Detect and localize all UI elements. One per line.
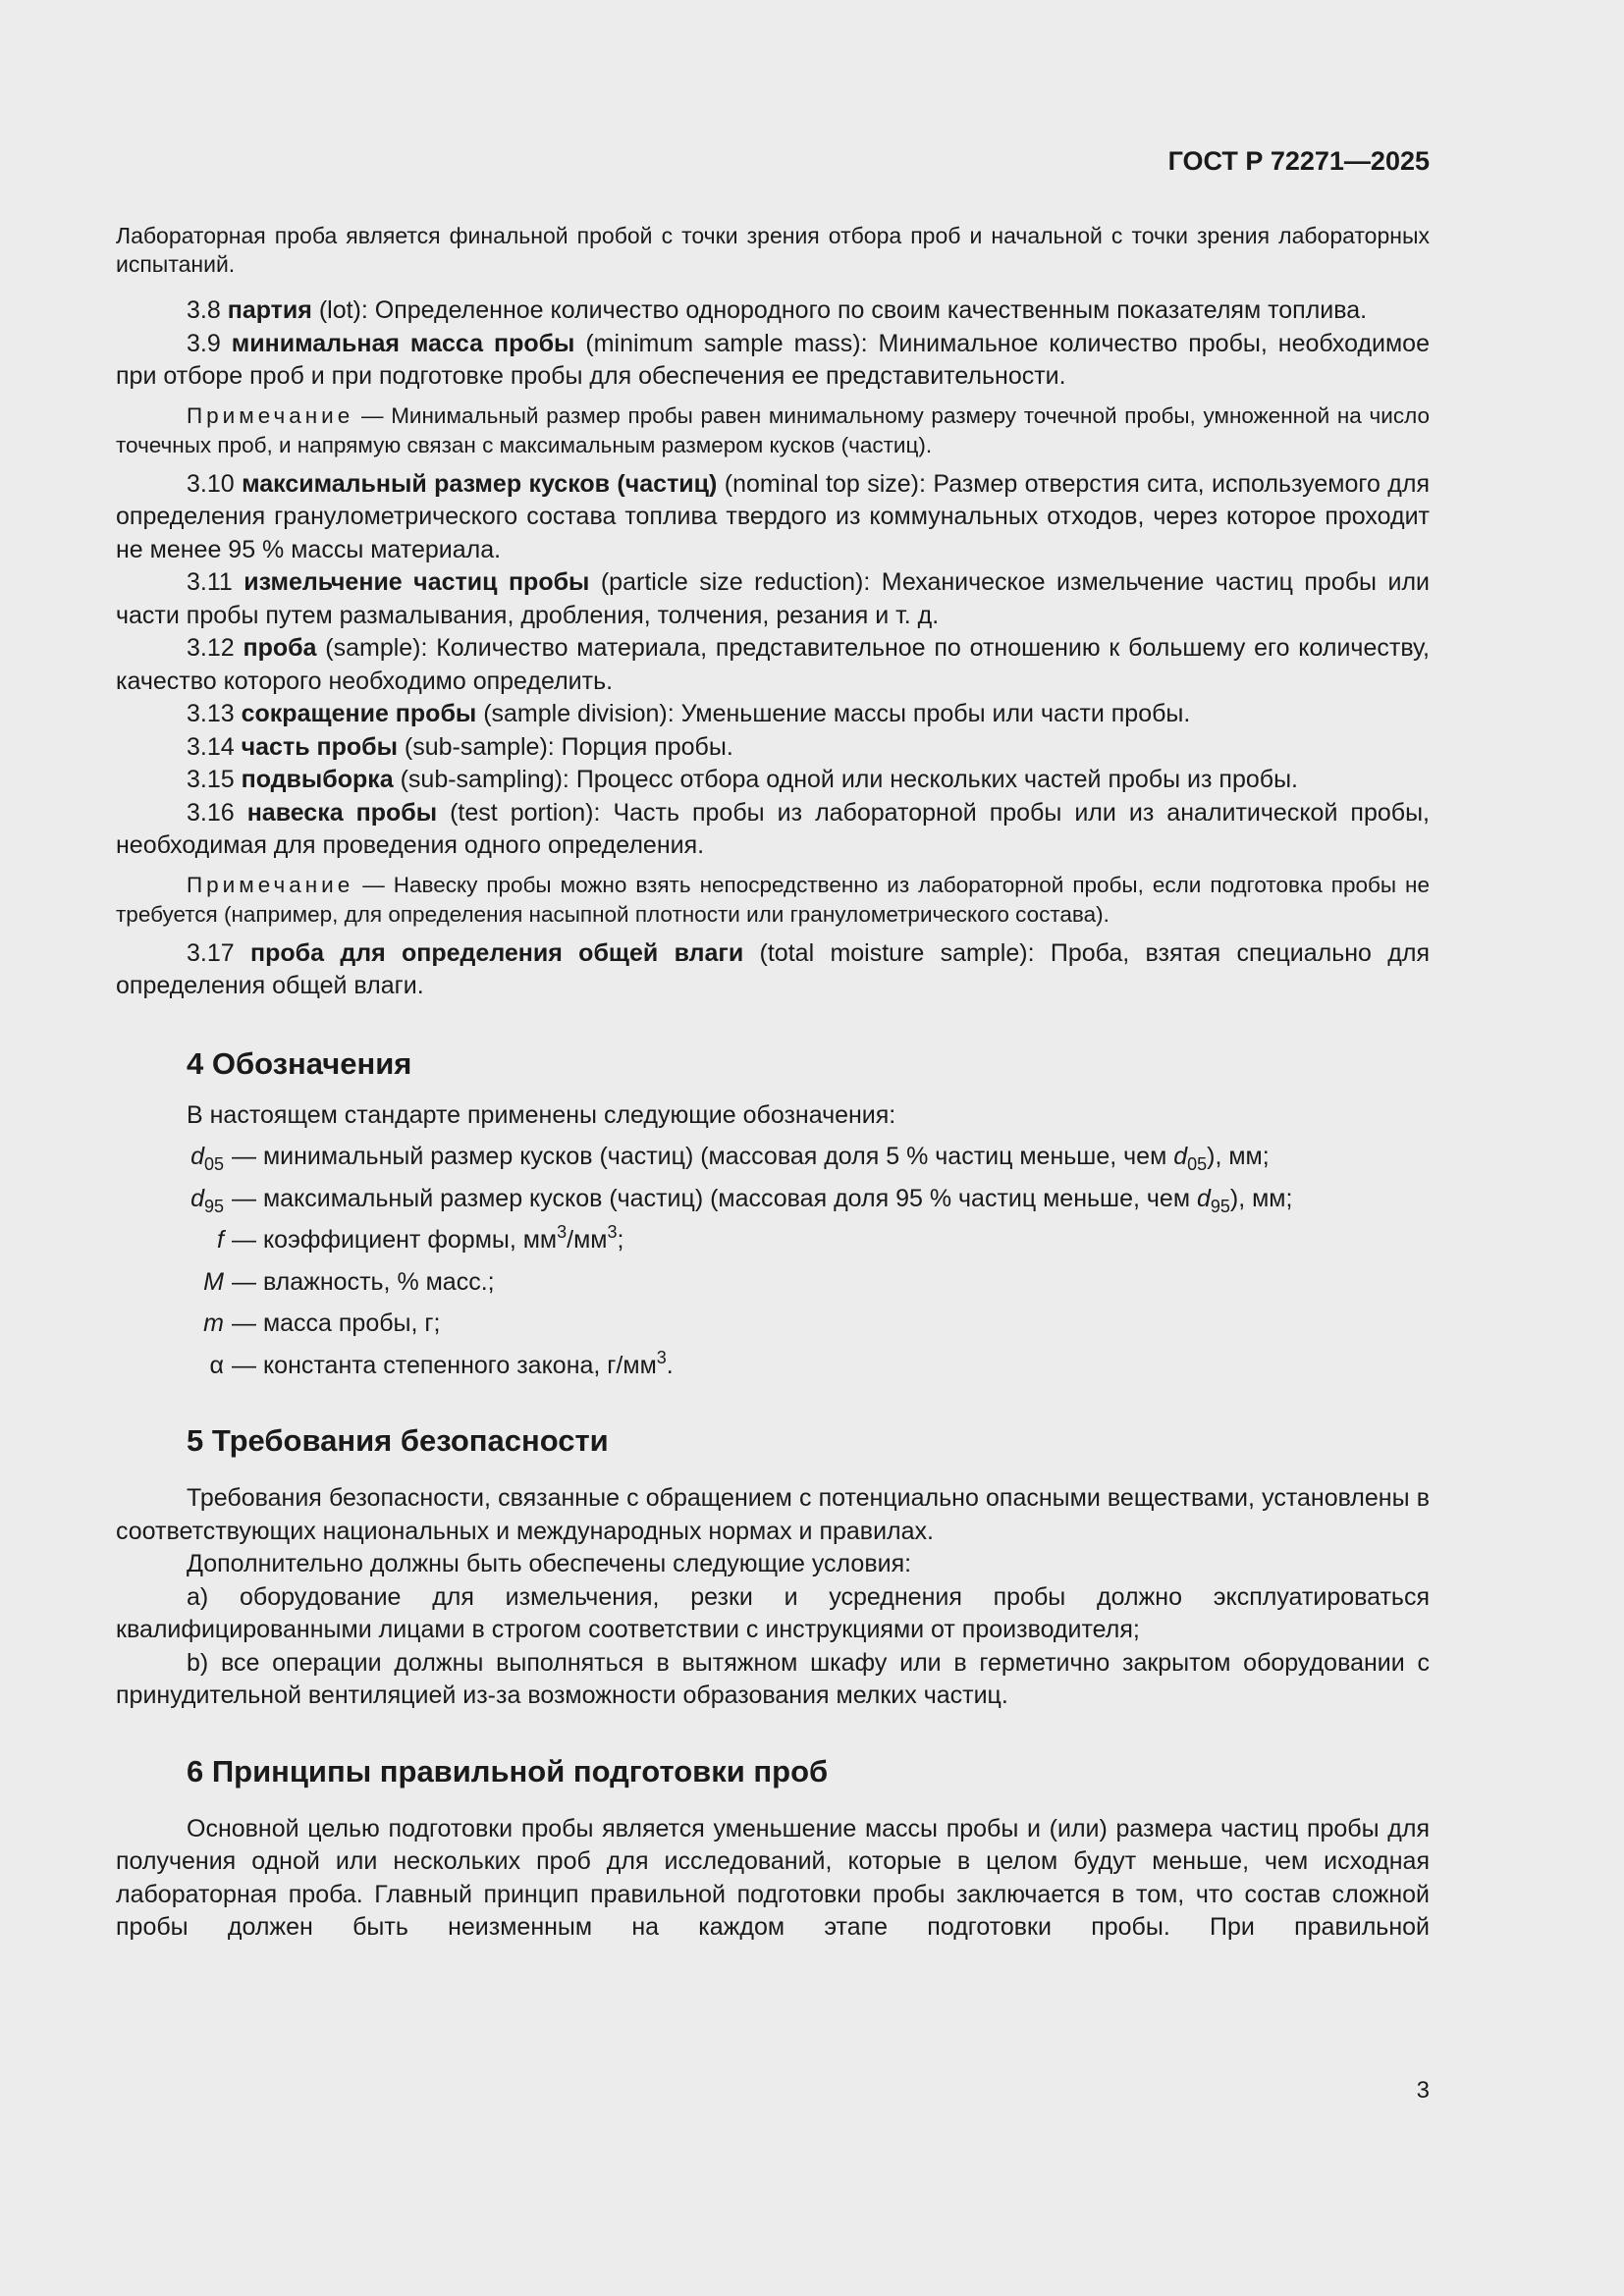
section-4-intro: В настоящем стандарте применены следующие обозначения: <box>187 1100 896 1129</box>
term-3-11: 3.11 измельчение частиц пробы (particle size reduction): Механическое измельчение частиц пробы или части пробы путем размалывания, дробления, толчения, резания и т. д. <box>116 568 1430 629</box>
section-5-title: 5 Требования безопасности <box>187 1423 609 1458</box>
symbol-d05: $d_{05}$ — минимальный размер кусков (частиц) (массовая доля 5 % частиц меньше, чем $d_{05}$), мм; <box>190 1143 1270 1174</box>
term-3-14: 3.14 часть пробы (sub-sample): Порция пробы. <box>187 732 733 761</box>
intro-paragraph: Лабораторная проба является финальной пробой с точки зрения отбора проб и начальной с точки зрения лабораторных испытаний. <box>116 223 1430 277</box>
term-3-9: 3.9 минимальная масса пробы (minimum sample mass): Минимальное количество пробы, необходимое при отборе проб и при подготовке пробы для обеспечения ее представительности. <box>116 329 1430 390</box>
symbol-f: f — коэффициент формы, $мм^3/мм^3$; <box>217 1222 624 1254</box>
note-1: Примечание — Минимальный размер пробы равен минимальному размеру точечной пробы, умноженной на число точечных проб, и напрямую связан с максимальным размером кусков (частиц). <box>116 402 1430 457</box>
term-3-10: 3.10 максимальный размер кусков (частиц) (nominal top size): Размер отверстия сита, используемого для определения гранулометрического состава топлива твердого из коммунальных отходов, через которое проходит не менее 95 % массы материала. <box>116 469 1430 563</box>
section-5-item-a: a) оборудование для измельчения, резки и усреднения пробы должно эксплуатироваться квалифицированными лицами в строгом соответствии с инструкциями от производителя; <box>116 1582 1430 1643</box>
term-3-15: 3.15 подвыборка (sub-sampling): Процесс отбора одной или нескольких частей пробы из пробы. <box>187 766 1298 793</box>
term-3-12: 3.12 проба (sample): Количество материала, представительное по отношению к большему его количеству, качество которого необходимо определить. <box>116 634 1430 695</box>
section-5-item-b: b) все операции должны выполняться в вытяжном шкафу или в герметично закрытом оборудовании с принудительной вентиляцией из-за возможности образования мелких частиц. <box>116 1648 1430 1709</box>
section-4-title: 4 Обозначения <box>187 1045 412 1081</box>
note-2: Примечание — Навеску пробы можно взять непосредственно из лабораторной пробы, если подготовка пробы не требуется (например, для определения насыпной плотности или гранулометрического состава). <box>116 872 1430 927</box>
term-3-16: 3.16 навеска пробы (test portion): Часть пробы из лабораторной пробы или из аналитической пробы, необходимая для проведения одного определения. <box>116 798 1430 859</box>
symbol-m: m — масса пробы, г; <box>203 1309 441 1337</box>
symbol-M: M — влажность, % масс.; <box>203 1267 495 1296</box>
section-6-title: 6 Принципы правильной подготовки проб <box>187 1753 829 1789</box>
symbol-d95: $d_{95}$ — максимальный размер кусков (частиц) (массовая доля 95 % частиц меньше, чем $d_{95}$), мм; <box>190 1184 1293 1216</box>
section-5-para-2: Дополнительно должны быть обеспечены следующие условия: <box>187 1550 912 1577</box>
page-number: 3 <box>1416 2077 1430 2104</box>
term-3-17: 3.17 проба для определения общей влаги (total moisture sample): Проба, взятая специально для определения общей влаги. <box>116 938 1430 999</box>
term-3-13: 3.13 сокращение пробы (sample division): Уменьшение массы пробы или части пробы. <box>187 700 1191 727</box>
section-6-para: Основной целью подготовки пробы является уменьшение массы пробы и (или) размера частиц пробы для получения одной или нескольких проб для исследований, которые в целом будут меньше, чем исходная лабораторная проба. Главный принцип правильной подготовки пробы заключается в том, что состав сложной пробы должен быть неизменным на каждом этапе подготовки пробы. При правильной <box>116 1814 1430 1941</box>
term-3-8: 3.8 партия (lot): Определенное количество однородного по своим качественным показателям топлива. <box>187 296 1368 324</box>
section-5-para-1: Требования безопасности, связанные с обращением с потенциально опасными веществами, установлены в соответствующих национальных и международных нормах и правилах. <box>116 1484 1430 1545</box>
page-content <box>116 0 1430 1945</box>
document-header: ГОСТ Р 72271—2025 <box>1167 146 1430 176</box>
symbol-alpha: α — константа степенного закона, $г/мм^3$. <box>209 1347 674 1379</box>
symbols-list <box>116 1141 1430 1382</box>
